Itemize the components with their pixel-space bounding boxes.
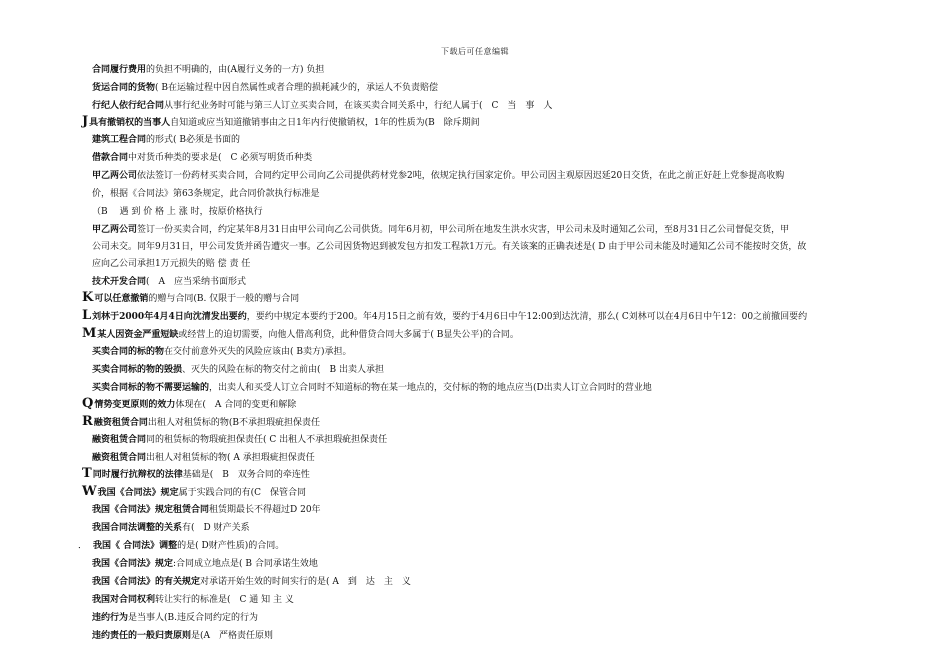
- line-text: 租赁期最长不得超过D 20年: [209, 505, 321, 515]
- text-line: [92, 630, 273, 642]
- term: 我国《合同法》规定: [97, 488, 179, 498]
- term: 具有撤销权的当事人: [89, 118, 171, 128]
- line-text: 中对货币种类的要求是( C 必须写明货币种类: [128, 153, 313, 163]
- text-line: [92, 522, 250, 534]
- line-text: 出租人对租赁标的物( A 承担瑕疵担保责任: [146, 453, 315, 463]
- line-text: 从事行纪业务时可能与第三人订立买卖合同，在该买卖合同关系中，行纪人属于( C 当 事 人: [164, 101, 553, 111]
- text-line: [92, 64, 324, 76]
- text-line: [92, 612, 258, 624]
- text-line: [92, 558, 318, 570]
- text-line: [92, 134, 240, 146]
- line-text: 出租人对租赁标的物(B不承担瑕疵担保责任: [147, 418, 320, 428]
- line-text: 公司未交。同年9月31日，甲公司发货并函告遭灾一事。乙公司因货物迟到被发包方扣发工程款1万元。有关该案的正确表述是( D 由于甲公司未能及时通知乙公司不能按时交货，故: [92, 242, 807, 252]
- line-text: 转让实行的标准是( C 通 知 主 义: [155, 595, 294, 605]
- term: 货运合同的货物: [92, 83, 156, 93]
- line-text: ，要约中规定本要约于200。年4月15日之前有效，要约于4月6日中午12:00到达沈清，那么( C刘林可以在4月6日中午12：00之前撤回要约: [246, 312, 808, 322]
- text-line: [92, 434, 387, 446]
- term: 融资租赁合同: [93, 418, 148, 428]
- text-line: [82, 292, 299, 305]
- line-text: 属于实践合同的有(C 保管合同: [178, 488, 307, 498]
- term: 情势变更原则的效力: [94, 400, 176, 410]
- line-text: 、灭失的风险在标的物交付之前由( B 出卖人承担: [182, 365, 385, 375]
- line-text: （B 遇 到 价 格 上 涨 时，按原价格执行: [92, 207, 263, 217]
- text-line: [92, 452, 315, 464]
- term: 甲乙两公司: [92, 225, 138, 235]
- text-line: [92, 504, 321, 516]
- text-line: [82, 328, 519, 341]
- text-line: [92, 100, 552, 112]
- text-line: [82, 486, 306, 499]
- text-line: [82, 398, 296, 411]
- line-text: 或经营上的迫切需要，向他人借高利贷，此种借贷合同大多属于( B显失公平)的合同。: [178, 330, 519, 340]
- line-text: 依法签订一份药材买卖合同，合同约定甲公司向乙公司提供药材党参2吨，依规定执行国家定价。甲公司因主观原因迟延20日交货，在此之前正好赶上党参提高收购: [137, 171, 785, 181]
- term: 违约行为: [92, 613, 129, 623]
- term: 买卖合同标的物的毁损: [92, 365, 183, 375]
- term: 某人因资金严重短缺: [97, 330, 179, 340]
- line-text: 的是( D财产性质)的合同。: [177, 541, 285, 551]
- text-line: [92, 346, 352, 358]
- line-text: 价，根据《合同法》第63条规定，此合同价款执行标准是: [92, 189, 320, 199]
- text-line: [92, 206, 263, 218]
- text-line: [92, 241, 806, 253]
- text-line: [92, 382, 652, 394]
- term: 我国合同法调整的关系: [92, 523, 183, 533]
- text-line: [92, 224, 789, 236]
- line-text: 有( D 财产关系: [182, 523, 250, 533]
- line-text: 同的租赁标的物瑕疵担保责任( C 出租人不承担瑕疵担保责任: [146, 435, 388, 445]
- index-letter: Q: [82, 396, 94, 411]
- index-letter: W: [82, 484, 97, 499]
- line-text: :合同成立地点是( B 合同承诺生效地: [173, 559, 318, 569]
- term: 违约责任的一般归责原则: [92, 631, 192, 641]
- term: 我国《合同法》规定: [92, 559, 174, 569]
- line-text: 的形式( B必须是书面的: [146, 135, 241, 145]
- line-text: 签订一份买卖合同，约定某年8月31日由甲公司向乙公司供货。同年6月初，甲公司所在地发生洪水灾害，甲公司未及时通知乙公司，至8月31日乙公司督促交货，甲: [137, 225, 790, 235]
- term: 借款合同: [92, 153, 129, 163]
- line-text: 是当事人(B.违反合同约定的行为: [128, 613, 259, 623]
- line-text: 体现在( A 合同的变更和解除: [175, 400, 297, 410]
- text-line: [92, 188, 319, 200]
- text-line: [92, 82, 438, 94]
- text-line: [82, 468, 310, 481]
- line-text: ( B在运输过程中因自然属性或者合理的损耗减少的，承运人不负责赔偿: [155, 83, 439, 93]
- text-line: [92, 594, 294, 606]
- term: 我国《 合同法》调整: [93, 541, 178, 551]
- text-line: [78, 540, 284, 552]
- list-dot: ．: [78, 541, 88, 551]
- term: 可以任意撤销: [94, 294, 149, 304]
- text-line: [92, 364, 384, 376]
- text-line: [92, 152, 312, 164]
- term: 买卖合同标的物不需要运输的: [92, 383, 210, 393]
- text-line: [82, 310, 807, 323]
- line-text: 自知道或应当知道撤销事由之日1年内行使撤销权，1年的性质为(B 除斥期间: [170, 118, 480, 128]
- index-letter: M: [82, 326, 97, 341]
- text-line: [92, 276, 246, 288]
- page-header: 下载后可任意编辑: [441, 47, 509, 56]
- index-letter: L: [82, 308, 92, 323]
- line-text: 基础是( B 双务合同的牵连性: [182, 470, 310, 480]
- line-text: ( A 应当采纳书面形式: [146, 277, 247, 287]
- term: 买卖合同的标的物: [92, 347, 165, 357]
- line-text: 的赠与合同(B. 仅限于一般的赠与合同: [148, 294, 300, 304]
- term: 行纪人依行纪合同: [92, 101, 165, 111]
- term: 我国《合同法》的有关规定: [92, 577, 201, 587]
- text-line: [92, 576, 411, 588]
- text-line: [92, 258, 250, 270]
- line-text: 对承诺开始生效的时间实行的是( A 到 达 主 义: [200, 577, 411, 587]
- line-text: 在交付前意外灭失的风险应该由( B卖方)承担。: [164, 347, 352, 357]
- text-line: [82, 116, 480, 129]
- index-letter: R: [82, 414, 93, 429]
- term: 融资租赁合同: [92, 453, 147, 463]
- line-text: 是(A 严格责任原则: [191, 631, 274, 641]
- term: 我国《合同法》规定租赁合同: [92, 505, 210, 515]
- text-line: [92, 170, 784, 182]
- term: 建筑工程合同: [92, 135, 147, 145]
- index-letter: T: [82, 466, 92, 481]
- line-text: 的负担不明确的，由(A履行义务的一方) 负担: [146, 65, 325, 75]
- term: 刘林于2000年4月4日向沈清发出要约: [92, 312, 247, 322]
- term: 我国对合同权利: [92, 595, 156, 605]
- line-text: ，出卖人和买受人订立合同时不知道标的物在某一地点的，交付标的物的地点应当(D出卖人订立合同时的营业地: [209, 383, 652, 393]
- line-text: 应向乙公司承担1万元损失的赔 偿 责 任: [92, 259, 251, 269]
- index-letter: K: [82, 290, 94, 305]
- text-line: [82, 416, 320, 429]
- index-letter: J: [82, 114, 89, 129]
- term: 融资租赁合同: [92, 435, 147, 445]
- term: 甲乙两公司: [92, 171, 138, 181]
- term: 同时履行抗辩权的法律: [92, 470, 183, 480]
- term: 技术开发合同: [92, 277, 147, 287]
- term: 合同履行费用: [92, 65, 147, 75]
